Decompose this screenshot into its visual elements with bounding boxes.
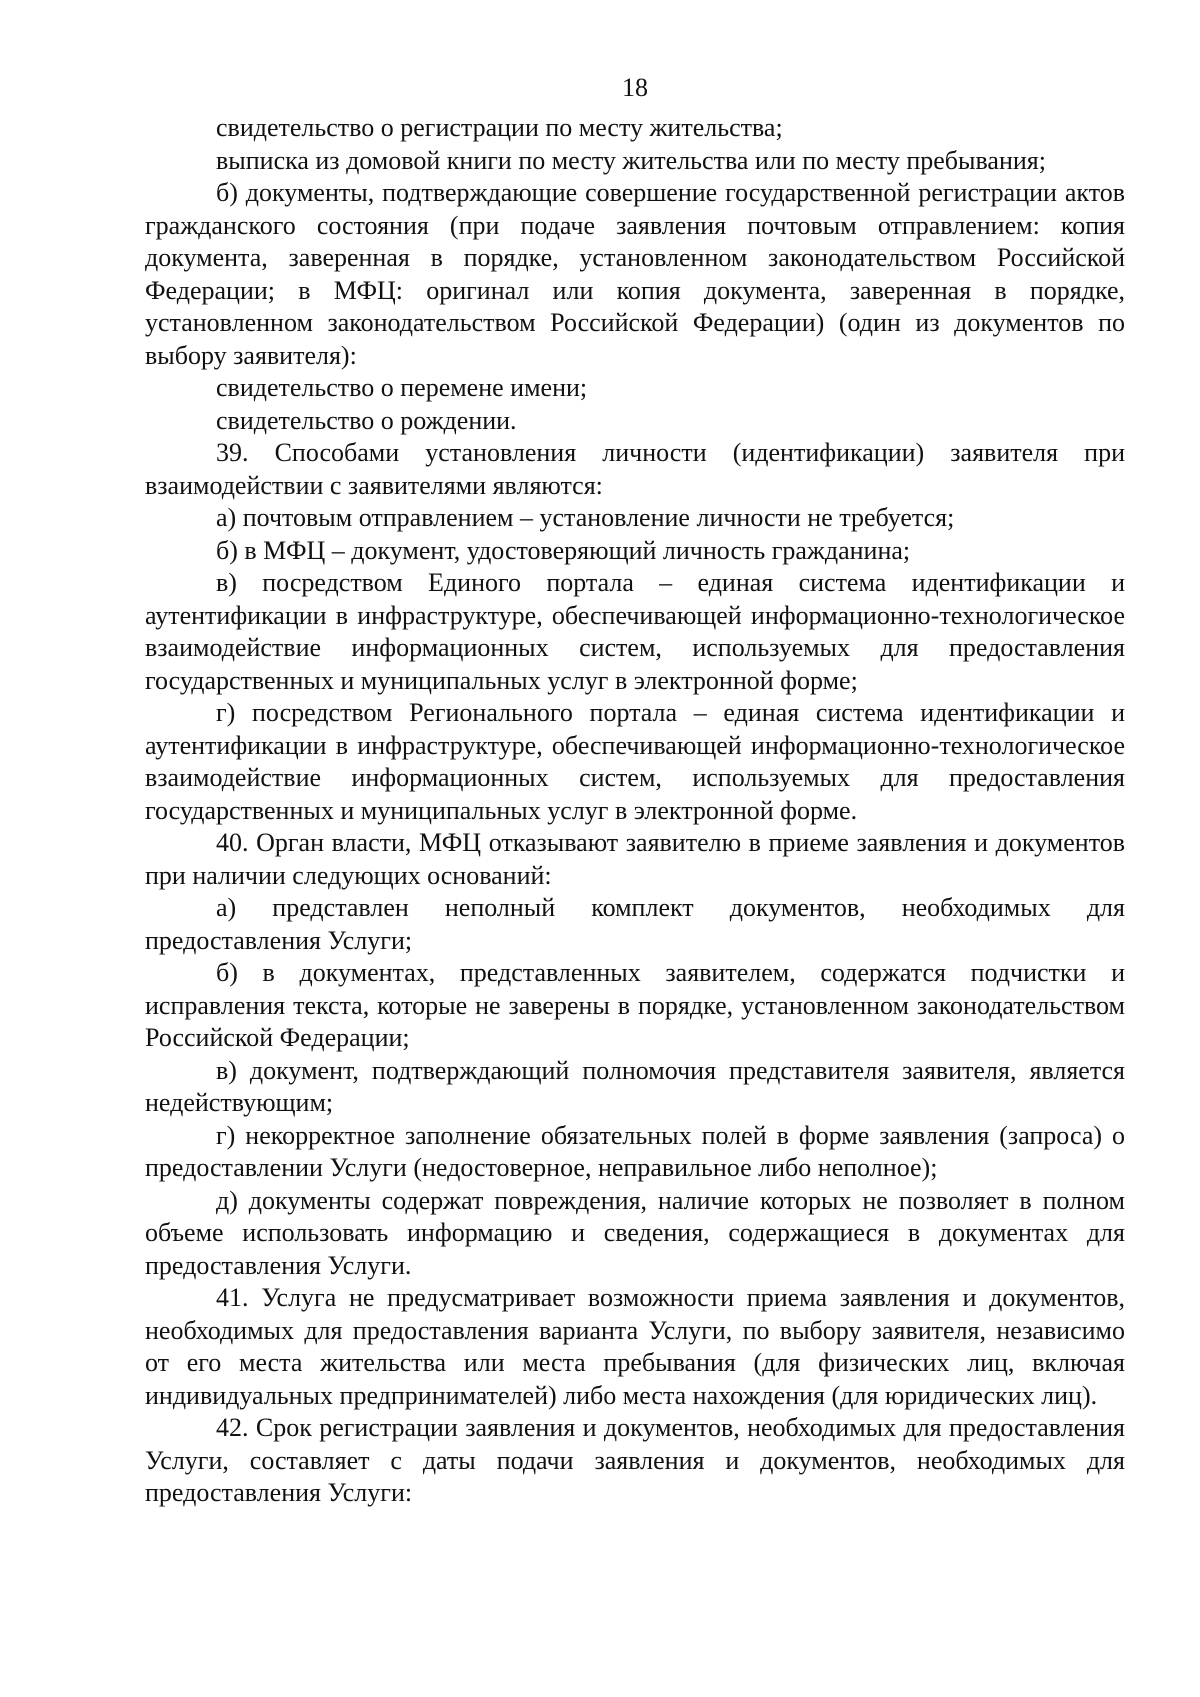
paragraph: 41. Услуга не предусматривает возможности приема заявления и документов, необходимых для предоставления варианта Услуги, по выбору заявителя, независимо от его места жительства или места пребывания (для физических лиц, включая индивидуальных предпринимателей) либо места нахождения (для юридических лиц). [145, 1283, 1125, 1410]
paragraph: г) посредством Регионального портала – единая система идентификации и аутентификации в инфраструктуре, обеспечивающей информационно-технологическое взаимодействие информационных систем, используемых для предоставления государственных и муниципальных услуг в электронной форме. [145, 698, 1125, 825]
paragraph: а) представлен неполный комплект документов, необходимых для предоставления Услуги; [145, 893, 1125, 955]
paragraph: а) почтовым отправлением – установление личности не требуется; [216, 503, 955, 532]
paragraph: 39. Способами установления личности (идентификации) заявителя при взаимодействии с заявителями являются: [145, 438, 1125, 500]
page-number: 18 [622, 73, 648, 102]
paragraph: в) документ, подтверждающий полномочия представителя заявителя, является недействующим; [145, 1055, 1125, 1117]
paragraph: б) в документах, представленных заявителем, содержатся подчистки и исправления текста, которые не заверены в порядке, установленном законодательством Российской Федерации; [145, 958, 1125, 1052]
paragraph: свидетельство о перемене имени; [216, 373, 588, 402]
paragraph: в) посредством Единого портала – единая система идентификации и аутентификации в инфраструктуре, обеспечивающей информационно-технологическое взаимодействие информационных систем, используемых для предоставления государственных и муниципальных услуг в электронной форме; [145, 568, 1125, 695]
paragraph: б) в МФЦ – документ, удостоверяющий личность гражданина; [216, 535, 911, 565]
paragraph: свидетельство о регистрации по месту жительства; [216, 113, 783, 142]
paragraph: б) документы, подтверждающие совершение государственной регистрации актов гражданского состояния (при подаче заявления почтовым отправлением: копия документа, заверенная в порядке, установленном законодательством Российской Федерации; в МФЦ: оригинал или копия документа, заверенная в порядке, установленном законодательством Российской Федерации) (один из документов по выбору заявителя): [145, 178, 1125, 370]
paragraph: выписка из домовой книги по месту жительства или по месту пребывания; [216, 145, 1046, 175]
paragraph: д) документы содержат повреждения, наличие которых не позволяет в полном объеме использовать информацию и сведения, содержащиеся в документах для предоставления Услуги. [145, 1185, 1125, 1280]
paragraph: г) некорректное заполнение обязательных полей в форме заявления (запроса) о предоставлении Услуги (недостоверное, неправильное либо неполное); [145, 1120, 1125, 1182]
paragraph: свидетельство о рождении. [216, 405, 517, 435]
paragraph: 42. Срок регистрации заявления и документов, необходимых для предоставления Услуги, составляет с даты подачи заявления и документов, необходимых для предоставления Услуги: [145, 1413, 1125, 1507]
paragraph: 40. Орган власти, МФЦ отказывают заявителю в приеме заявления и документов при наличии следующих оснований: [145, 828, 1125, 890]
document-page [145, 0, 1125, 1510]
